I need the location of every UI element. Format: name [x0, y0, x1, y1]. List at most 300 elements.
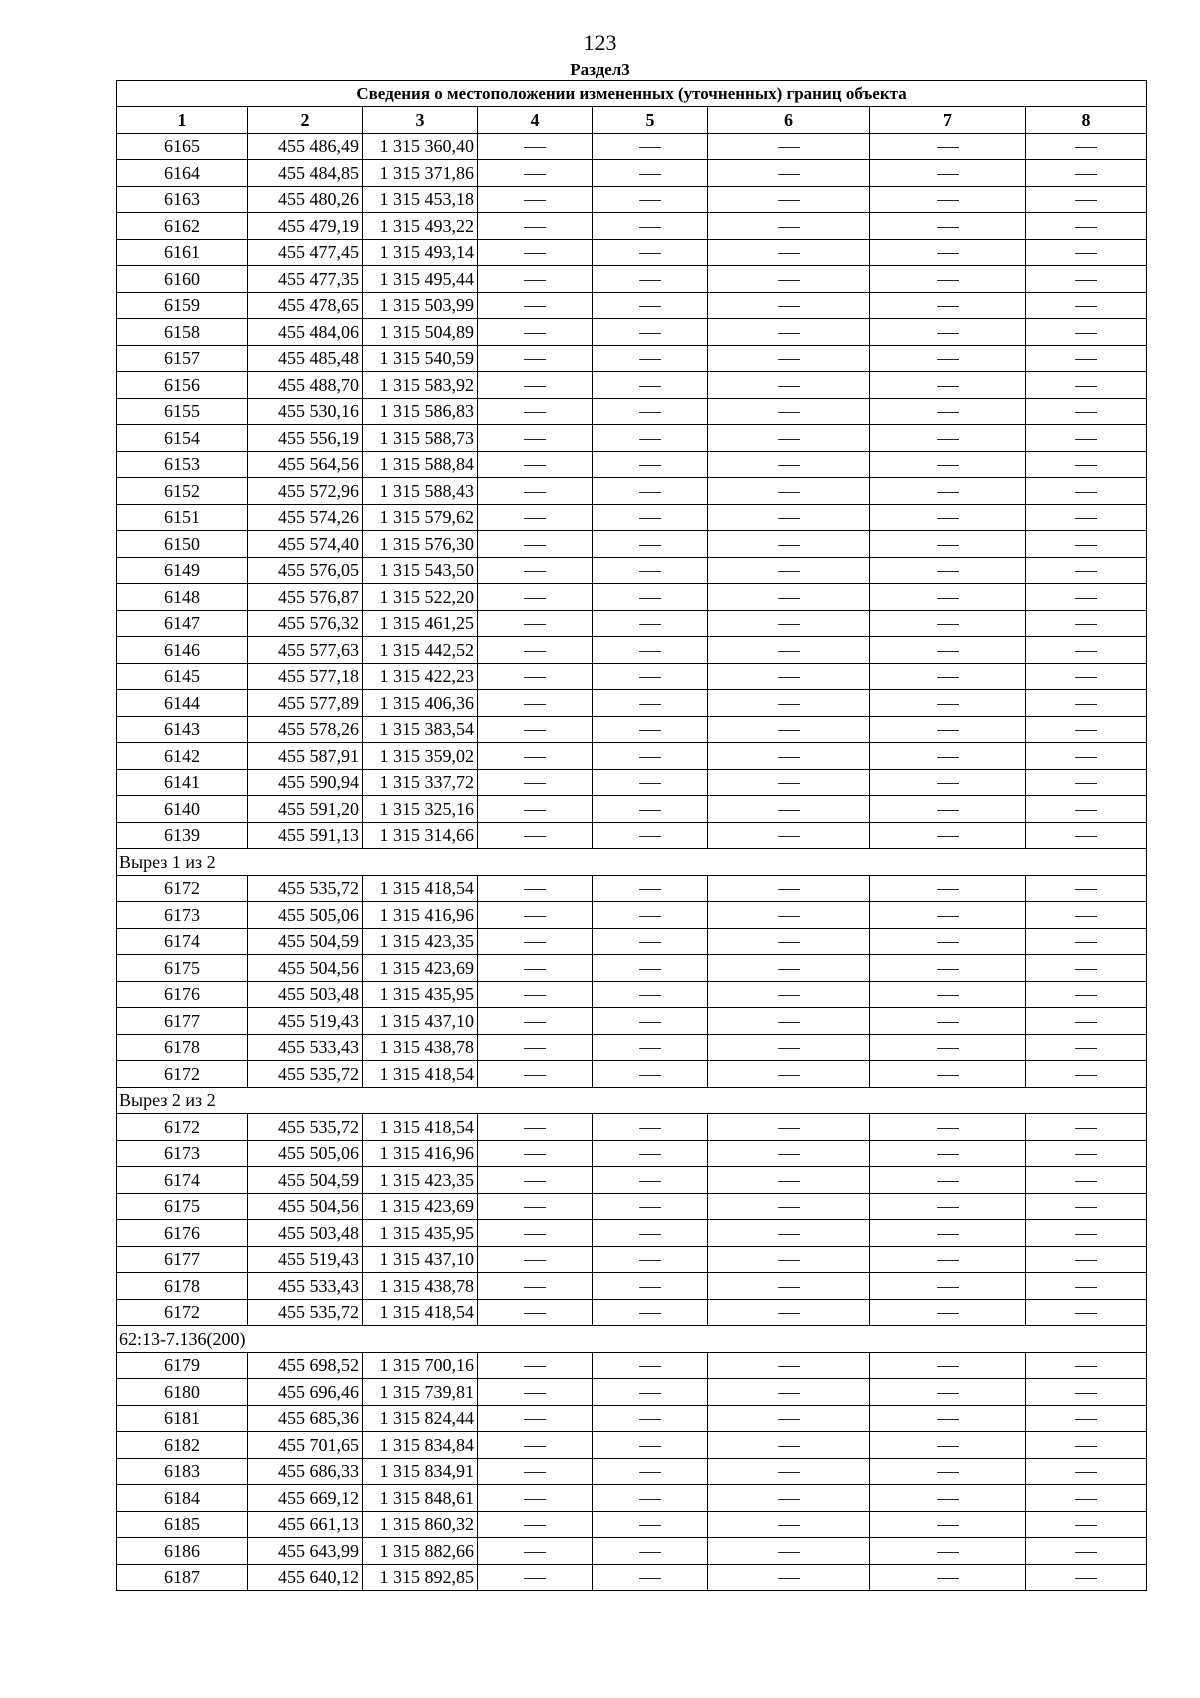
empty-value-cell: [870, 292, 1026, 319]
dash-mark: —: [524, 1222, 546, 1243]
empty-value-cell: [478, 610, 593, 637]
dash-mark: —: [936, 454, 959, 475]
x-coordinate-cell: 455 696,46: [248, 1379, 363, 1406]
empty-value-cell: [1026, 1511, 1147, 1538]
dash-mark: —: [777, 533, 800, 554]
x-coordinate-cell: 455 686,33: [248, 1458, 363, 1485]
x-coordinate-cell: 455 485,48: [248, 345, 363, 372]
empty-value-cell: [593, 1458, 708, 1485]
empty-value-cell: [870, 1379, 1026, 1406]
empty-value-cell: [1026, 213, 1147, 240]
dash-mark: —: [777, 348, 800, 369]
empty-value-cell: [593, 690, 708, 717]
x-coordinate-cell: 455 535,72: [248, 1114, 363, 1141]
x-coordinate-cell: 455 503,48: [248, 1220, 363, 1247]
empty-value-cell: [1026, 769, 1147, 796]
empty-value-cell: [478, 1485, 593, 1512]
dash-mark: —: [777, 931, 800, 952]
x-coordinate-cell: 455 661,13: [248, 1511, 363, 1538]
empty-value-cell: [870, 451, 1026, 478]
dash-mark: —: [777, 1010, 800, 1031]
empty-value-cell: [708, 133, 870, 160]
dash-mark: —: [524, 639, 546, 660]
dash-mark: —: [1075, 242, 1097, 263]
empty-value-cell: [708, 1167, 870, 1194]
dash-mark: —: [1075, 745, 1097, 766]
dash-mark: —: [639, 507, 661, 528]
table-row: [117, 1379, 1147, 1406]
empty-value-cell: [1026, 1220, 1147, 1247]
table-row: [117, 769, 1147, 796]
empty-value-cell: [708, 319, 870, 346]
point-number-cell: 6148: [117, 584, 248, 611]
y-coordinate-cell: 1 315 503,99: [363, 292, 478, 319]
dash-mark: —: [936, 295, 959, 316]
y-coordinate-cell: 1 315 834,91: [363, 1458, 478, 1485]
empty-value-cell: [1026, 1299, 1147, 1326]
dash-mark: —: [777, 1514, 800, 1535]
dash-mark: —: [639, 1010, 661, 1031]
x-coordinate-cell: 455 486,49: [248, 133, 363, 160]
empty-value-cell: [478, 1432, 593, 1459]
empty-value-cell: [708, 266, 870, 293]
y-coordinate-cell: 1 315 416,96: [363, 902, 478, 929]
x-coordinate-cell: 455 533,43: [248, 1034, 363, 1061]
table-row: [117, 690, 1147, 717]
x-coordinate-cell: 455 535,72: [248, 1061, 363, 1088]
dash-mark: —: [639, 931, 661, 952]
dash-mark: —: [639, 1434, 661, 1455]
dash-mark: —: [936, 639, 959, 660]
table-row: [117, 1458, 1147, 1485]
dash-mark: —: [524, 1302, 546, 1323]
empty-value-cell: [478, 1034, 593, 1061]
empty-value-cell: [870, 981, 1026, 1008]
empty-value-cell: [593, 160, 708, 187]
x-coordinate-cell: 455 640,12: [248, 1564, 363, 1591]
column-header: 8: [1026, 107, 1147, 134]
dash-mark: —: [524, 427, 546, 448]
dash-mark: —: [639, 1275, 661, 1296]
dash-mark: —: [936, 348, 959, 369]
y-coordinate-cell: 1 315 461,25: [363, 610, 478, 637]
dash-mark: —: [777, 1116, 800, 1137]
column-header-row: [117, 107, 1147, 134]
y-coordinate-cell: 1 315 586,83: [363, 398, 478, 425]
dash-mark: —: [524, 1275, 546, 1296]
dash-mark: —: [1075, 1222, 1097, 1243]
dash-mark: —: [639, 1249, 661, 1270]
empty-value-cell: [708, 1379, 870, 1406]
table-row: [117, 796, 1147, 823]
empty-value-cell: [593, 875, 708, 902]
y-coordinate-cell: 1 315 442,52: [363, 637, 478, 664]
empty-value-cell: [870, 1458, 1026, 1485]
dash-mark: —: [639, 215, 661, 236]
table-row: [117, 1220, 1147, 1247]
point-number-cell: 6162: [117, 213, 248, 240]
point-number-cell: 6172: [117, 1061, 248, 1088]
empty-value-cell: [1026, 1140, 1147, 1167]
dash-mark: —: [524, 374, 546, 395]
empty-value-cell: [708, 1034, 870, 1061]
dash-mark: —: [777, 957, 800, 978]
empty-value-cell: [1026, 875, 1147, 902]
dash-mark: —: [639, 1408, 661, 1429]
empty-value-cell: [478, 769, 593, 796]
column-header: 3: [363, 107, 478, 134]
coordinates-table: [116, 80, 1147, 1591]
table-row: [117, 372, 1147, 399]
empty-value-cell: [708, 1485, 870, 1512]
y-coordinate-cell: 1 315 882,66: [363, 1538, 478, 1565]
dash-mark: —: [524, 136, 546, 157]
empty-value-cell: [870, 663, 1026, 690]
empty-value-cell: [1026, 1114, 1147, 1141]
empty-value-cell: [708, 743, 870, 770]
empty-value-cell: [478, 1405, 593, 1432]
dash-mark: —: [777, 242, 800, 263]
dash-mark: —: [639, 745, 661, 766]
empty-value-cell: [708, 928, 870, 955]
y-coordinate-cell: 1 315 576,30: [363, 531, 478, 558]
point-number-cell: 6152: [117, 478, 248, 505]
dash-mark: —: [639, 189, 661, 210]
point-number-cell: 6178: [117, 1273, 248, 1300]
empty-value-cell: [593, 610, 708, 637]
table-row: [117, 504, 1147, 531]
dash-mark: —: [777, 480, 800, 501]
point-number-cell: 6172: [117, 1114, 248, 1141]
table-row: [117, 1034, 1147, 1061]
dash-mark: —: [1075, 1381, 1097, 1402]
empty-value-cell: [593, 372, 708, 399]
dash-mark: —: [936, 1143, 959, 1164]
empty-value-cell: [708, 1061, 870, 1088]
x-coordinate-cell: 455 484,85: [248, 160, 363, 187]
empty-value-cell: [478, 292, 593, 319]
x-coordinate-cell: 455 698,52: [248, 1352, 363, 1379]
dash-mark: —: [524, 162, 546, 183]
empty-value-cell: [708, 1564, 870, 1591]
table-row: [117, 981, 1147, 1008]
point-number-cell: 6139: [117, 822, 248, 849]
dash-mark: —: [777, 1037, 800, 1058]
dash-mark: —: [777, 798, 800, 819]
table-row: [117, 531, 1147, 558]
empty-value-cell: [478, 1114, 593, 1141]
dash-mark: —: [1075, 268, 1097, 289]
dash-mark: —: [639, 348, 661, 369]
empty-value-cell: [870, 796, 1026, 823]
point-number-cell: 6185: [117, 1511, 248, 1538]
dash-mark: —: [1075, 798, 1097, 819]
y-coordinate-cell: 1 315 437,10: [363, 1246, 478, 1273]
column-header: 5: [593, 107, 708, 134]
x-coordinate-cell: 455 587,91: [248, 743, 363, 770]
empty-value-cell: [1026, 160, 1147, 187]
empty-value-cell: [478, 1379, 593, 1406]
y-coordinate-cell: 1 315 325,16: [363, 796, 478, 823]
empty-value-cell: [593, 743, 708, 770]
empty-value-cell: [593, 1140, 708, 1167]
y-coordinate-cell: 1 315 435,95: [363, 981, 478, 1008]
dash-mark: —: [936, 480, 959, 501]
section-label: 62:13-7.136(200): [117, 1326, 1147, 1353]
x-coordinate-cell: 455 578,26: [248, 716, 363, 743]
y-coordinate-cell: 1 315 418,54: [363, 1061, 478, 1088]
empty-value-cell: [870, 928, 1026, 955]
empty-value-cell: [708, 531, 870, 558]
point-number-cell: 6172: [117, 1299, 248, 1326]
empty-value-cell: [593, 425, 708, 452]
dash-mark: —: [936, 1514, 959, 1535]
point-number-cell: 6180: [117, 1379, 248, 1406]
empty-value-cell: [478, 213, 593, 240]
dash-mark: —: [1075, 507, 1097, 528]
dash-mark: —: [936, 1249, 959, 1270]
empty-value-cell: [593, 213, 708, 240]
point-number-cell: 6149: [117, 557, 248, 584]
dash-mark: —: [639, 666, 661, 687]
empty-value-cell: [870, 239, 1026, 266]
table-row: [117, 1114, 1147, 1141]
dash-mark: —: [777, 374, 800, 395]
dash-mark: —: [936, 772, 959, 793]
empty-value-cell: [870, 584, 1026, 611]
dash-mark: —: [1075, 480, 1097, 501]
point-number-cell: 6145: [117, 663, 248, 690]
point-number-cell: 6159: [117, 292, 248, 319]
table-row: [117, 1432, 1147, 1459]
table-row: [117, 451, 1147, 478]
dash-mark: —: [639, 321, 661, 342]
point-number-cell: 6177: [117, 1008, 248, 1035]
dash-mark: —: [1075, 454, 1097, 475]
empty-value-cell: [870, 133, 1026, 160]
x-coordinate-cell: 455 576,32: [248, 610, 363, 637]
dash-mark: —: [777, 904, 800, 925]
empty-value-cell: [708, 875, 870, 902]
empty-value-cell: [1026, 610, 1147, 637]
dash-mark: —: [524, 825, 546, 846]
empty-value-cell: [593, 1405, 708, 1432]
table-row: [117, 716, 1147, 743]
y-coordinate-cell: 1 315 423,35: [363, 928, 478, 955]
empty-value-cell: [870, 690, 1026, 717]
empty-value-cell: [708, 1140, 870, 1167]
table-row: [117, 478, 1147, 505]
empty-value-cell: [708, 610, 870, 637]
dash-mark: —: [524, 1514, 546, 1535]
dash-mark: —: [639, 1487, 661, 1508]
dash-mark: —: [936, 215, 959, 236]
empty-value-cell: [593, 769, 708, 796]
page-number: 123: [583, 30, 617, 55]
table-row: [117, 1352, 1147, 1379]
y-coordinate-cell: 1 315 892,85: [363, 1564, 478, 1591]
dash-mark: —: [936, 931, 959, 952]
dash-mark: —: [639, 1302, 661, 1323]
empty-value-cell: [1026, 398, 1147, 425]
dash-mark: —: [524, 321, 546, 342]
table-row: [117, 1299, 1147, 1326]
empty-value-cell: [478, 1220, 593, 1247]
empty-value-cell: [593, 902, 708, 929]
dash-mark: —: [639, 904, 661, 925]
dash-mark: —: [936, 136, 959, 157]
empty-value-cell: [593, 1246, 708, 1273]
empty-value-cell: [708, 663, 870, 690]
table-row: [117, 637, 1147, 664]
empty-value-cell: [1026, 266, 1147, 293]
dash-mark: —: [1075, 374, 1097, 395]
table-row: [117, 1538, 1147, 1565]
y-coordinate-cell: 1 315 493,14: [363, 239, 478, 266]
dash-mark: —: [1075, 162, 1097, 183]
empty-value-cell: [1026, 504, 1147, 531]
column-header: 6: [708, 107, 870, 134]
y-coordinate-cell: 1 315 834,84: [363, 1432, 478, 1459]
dash-mark: —: [1075, 586, 1097, 607]
empty-value-cell: [708, 637, 870, 664]
empty-value-cell: [870, 345, 1026, 372]
point-number-cell: 6151: [117, 504, 248, 531]
dash-mark: —: [639, 1355, 661, 1376]
dash-mark: —: [639, 798, 661, 819]
x-coordinate-cell: 455 504,56: [248, 955, 363, 982]
empty-value-cell: [478, 160, 593, 187]
dash-mark: —: [936, 560, 959, 581]
table-caption-row: [117, 81, 1147, 107]
table-row: [117, 1167, 1147, 1194]
empty-value-cell: [478, 875, 593, 902]
dash-mark: —: [777, 613, 800, 634]
section-label: Вырез 1 из 2: [117, 849, 1147, 876]
dash-mark: —: [936, 507, 959, 528]
dash-mark: —: [524, 189, 546, 210]
empty-value-cell: [708, 716, 870, 743]
dash-mark: —: [1075, 931, 1097, 952]
dash-mark: —: [524, 560, 546, 581]
empty-value-cell: [870, 319, 1026, 346]
empty-value-cell: [478, 928, 593, 955]
table-row: [117, 1511, 1147, 1538]
empty-value-cell: [1026, 1485, 1147, 1512]
empty-value-cell: [478, 584, 593, 611]
dash-mark: —: [1075, 1169, 1097, 1190]
x-coordinate-cell: 455 477,35: [248, 266, 363, 293]
empty-value-cell: [708, 213, 870, 240]
point-number-cell: 6144: [117, 690, 248, 717]
dash-mark: —: [524, 984, 546, 1005]
dash-mark: —: [639, 719, 661, 740]
x-coordinate-cell: 455 533,43: [248, 1273, 363, 1300]
y-coordinate-cell: 1 315 383,54: [363, 716, 478, 743]
y-coordinate-cell: 1 315 438,78: [363, 1273, 478, 1300]
y-coordinate-cell: 1 315 406,36: [363, 690, 478, 717]
empty-value-cell: [708, 1432, 870, 1459]
point-number-cell: 6187: [117, 1564, 248, 1591]
dash-mark: —: [777, 507, 800, 528]
empty-value-cell: [593, 1220, 708, 1247]
empty-value-cell: [708, 451, 870, 478]
dash-mark: —: [1075, 825, 1097, 846]
y-coordinate-cell: 1 315 435,95: [363, 1220, 478, 1247]
empty-value-cell: [1026, 345, 1147, 372]
section-title: Раздел3: [570, 60, 630, 79]
empty-value-cell: [593, 1008, 708, 1035]
point-number-cell: 6172: [117, 875, 248, 902]
dash-mark: —: [524, 878, 546, 899]
dash-mark: —: [639, 639, 661, 660]
y-coordinate-cell: 1 315 371,86: [363, 160, 478, 187]
dash-mark: —: [1075, 1540, 1097, 1561]
empty-value-cell: [870, 504, 1026, 531]
dash-mark: —: [524, 1487, 546, 1508]
dash-mark: —: [524, 1116, 546, 1137]
dash-mark: —: [1075, 1249, 1097, 1270]
section-label-row: [117, 1326, 1147, 1353]
empty-value-cell: [708, 292, 870, 319]
empty-value-cell: [593, 1485, 708, 1512]
table-row: [117, 955, 1147, 982]
dash-mark: —: [936, 1222, 959, 1243]
empty-value-cell: [708, 1405, 870, 1432]
empty-value-cell: [593, 955, 708, 982]
empty-value-cell: [1026, 186, 1147, 213]
empty-value-cell: [1026, 239, 1147, 266]
empty-value-cell: [708, 1246, 870, 1273]
dash-mark: —: [639, 454, 661, 475]
empty-value-cell: [593, 637, 708, 664]
point-number-cell: 6182: [117, 1432, 248, 1459]
empty-value-cell: [478, 1352, 593, 1379]
empty-value-cell: [1026, 1538, 1147, 1565]
dash-mark: —: [777, 825, 800, 846]
empty-value-cell: [708, 557, 870, 584]
dash-mark: —: [936, 613, 959, 634]
dash-mark: —: [1075, 1408, 1097, 1429]
dash-mark: —: [639, 825, 661, 846]
dash-mark: —: [524, 1461, 546, 1482]
empty-value-cell: [1026, 1167, 1147, 1194]
table-row: [117, 743, 1147, 770]
empty-value-cell: [1026, 1432, 1147, 1459]
dash-mark: —: [936, 1010, 959, 1031]
empty-value-cell: [870, 637, 1026, 664]
empty-value-cell: [593, 239, 708, 266]
dash-mark: —: [936, 1540, 959, 1561]
dash-mark: —: [777, 1434, 800, 1455]
dash-mark: —: [777, 1302, 800, 1323]
dash-mark: —: [524, 772, 546, 793]
dash-mark: —: [639, 480, 661, 501]
dash-mark: —: [777, 984, 800, 1005]
empty-value-cell: [870, 822, 1026, 849]
empty-value-cell: [708, 955, 870, 982]
dash-mark: —: [1075, 215, 1097, 236]
dash-mark: —: [524, 904, 546, 925]
empty-value-cell: [1026, 1061, 1147, 1088]
x-coordinate-cell: 455 577,89: [248, 690, 363, 717]
point-number-cell: 6141: [117, 769, 248, 796]
empty-value-cell: [708, 1273, 870, 1300]
empty-value-cell: [708, 1299, 870, 1326]
empty-value-cell: [1026, 372, 1147, 399]
dash-mark: —: [524, 957, 546, 978]
y-coordinate-cell: 1 315 739,81: [363, 1379, 478, 1406]
